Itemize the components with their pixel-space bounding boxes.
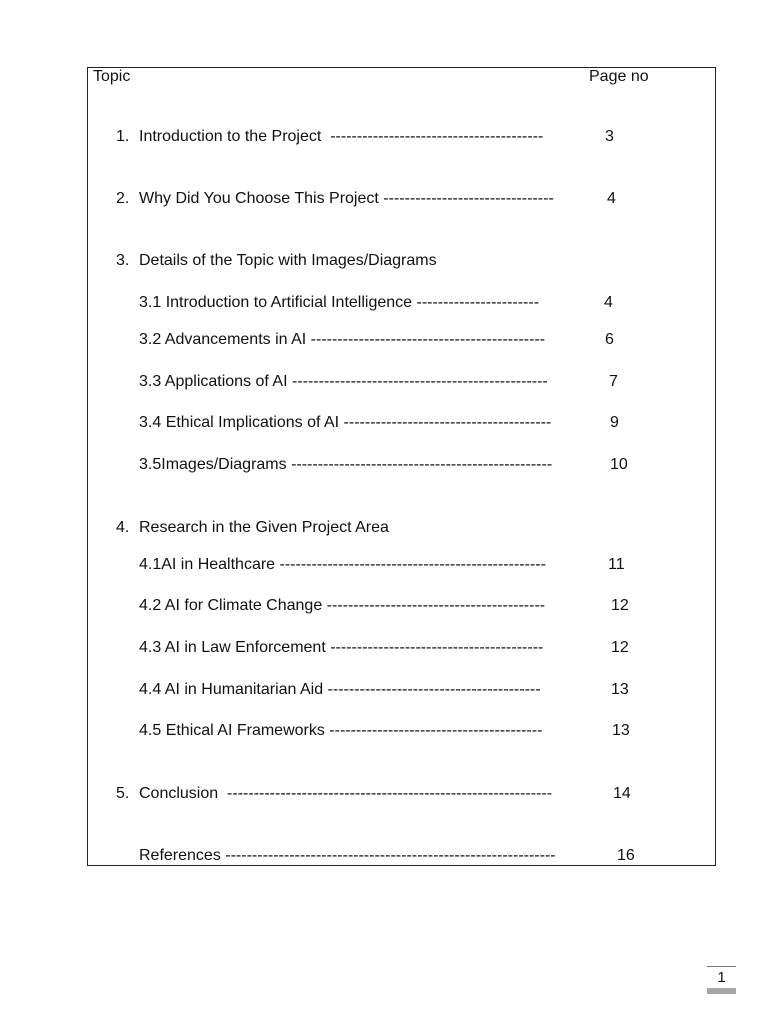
- toc-entry-text: Research in the Given Project Area: [139, 519, 389, 536]
- toc-entry-number: 1.: [116, 128, 130, 145]
- toc-entry-page: 13: [612, 722, 630, 739]
- toc-entry-page: 14: [613, 785, 631, 802]
- toc-entry-page: 11: [608, 556, 625, 573]
- toc-entry-page: 4: [604, 294, 613, 311]
- toc-subentry-text: 4.4 AI in Humanitarian Aid ----------------------------------------: [139, 681, 541, 698]
- toc-entry-page: 3: [605, 128, 614, 145]
- toc-header-page-no: Page no: [589, 68, 649, 85]
- toc-entry-page: 7: [609, 373, 618, 390]
- toc-entry-text: Why Did You Choose This Project --------------------------------: [139, 190, 554, 207]
- page-number: 1: [717, 969, 726, 986]
- toc-subentry-text: 4.2 AI for Climate Change -----------------------------------------: [139, 597, 546, 614]
- toc-entry-number: 4.: [116, 519, 130, 536]
- toc-subentry-text: 3.5Images/Diagrams -------------------------------------------------: [139, 456, 553, 473]
- toc-entry-text: Details of the Topic with Images/Diagrams: [139, 252, 437, 269]
- toc-subentry-text: 4.1AI in Healthcare --------------------------------------------------: [139, 556, 546, 573]
- toc-entry-page: 6: [605, 331, 614, 348]
- toc-entry-page: 12: [611, 597, 629, 614]
- toc-subentry-text: 4.5 Ethical AI Frameworks ----------------------------------------: [139, 722, 543, 739]
- toc-entry-page: 16: [617, 847, 635, 864]
- page-number-badge: [707, 966, 736, 994]
- page-number-bar: [707, 988, 736, 994]
- toc-subentry-text: 3.3 Applications of AI ------------------------------------------------: [139, 373, 548, 390]
- toc-entry-page: 12: [611, 639, 629, 656]
- toc-subentry-text: 3.1 Introduction to Artificial Intelligence -----------------------: [139, 294, 540, 311]
- toc-subentry-text: 4.3 AI in Law Enforcement ----------------------------------------: [139, 639, 544, 656]
- toc-entry-page: 13: [611, 681, 629, 698]
- toc-header-topic: Topic: [93, 68, 131, 85]
- toc-subentry-text: 3.2 Advancements in AI --------------------------------------------: [139, 331, 546, 348]
- toc-entry-page: 10: [610, 456, 628, 473]
- toc-entry-number: 5.: [116, 785, 130, 802]
- toc-entry-number: 3.: [116, 252, 130, 269]
- toc-entry-text: Conclusion -------------------------------------------------------------: [139, 785, 553, 802]
- toc-entry-text: References --------------------------------------------------------------: [139, 847, 556, 864]
- toc-entry-text: Introduction to the Project ----------------------------------------: [139, 128, 544, 145]
- page-number-rule: [707, 966, 736, 967]
- toc-entry-page: 9: [610, 414, 619, 431]
- toc-subentry-text: 3.4 Ethical Implications of AI ---------------------------------------: [139, 414, 552, 431]
- toc-entry-page: 4: [607, 190, 616, 207]
- toc-entry-number: 2.: [116, 190, 130, 207]
